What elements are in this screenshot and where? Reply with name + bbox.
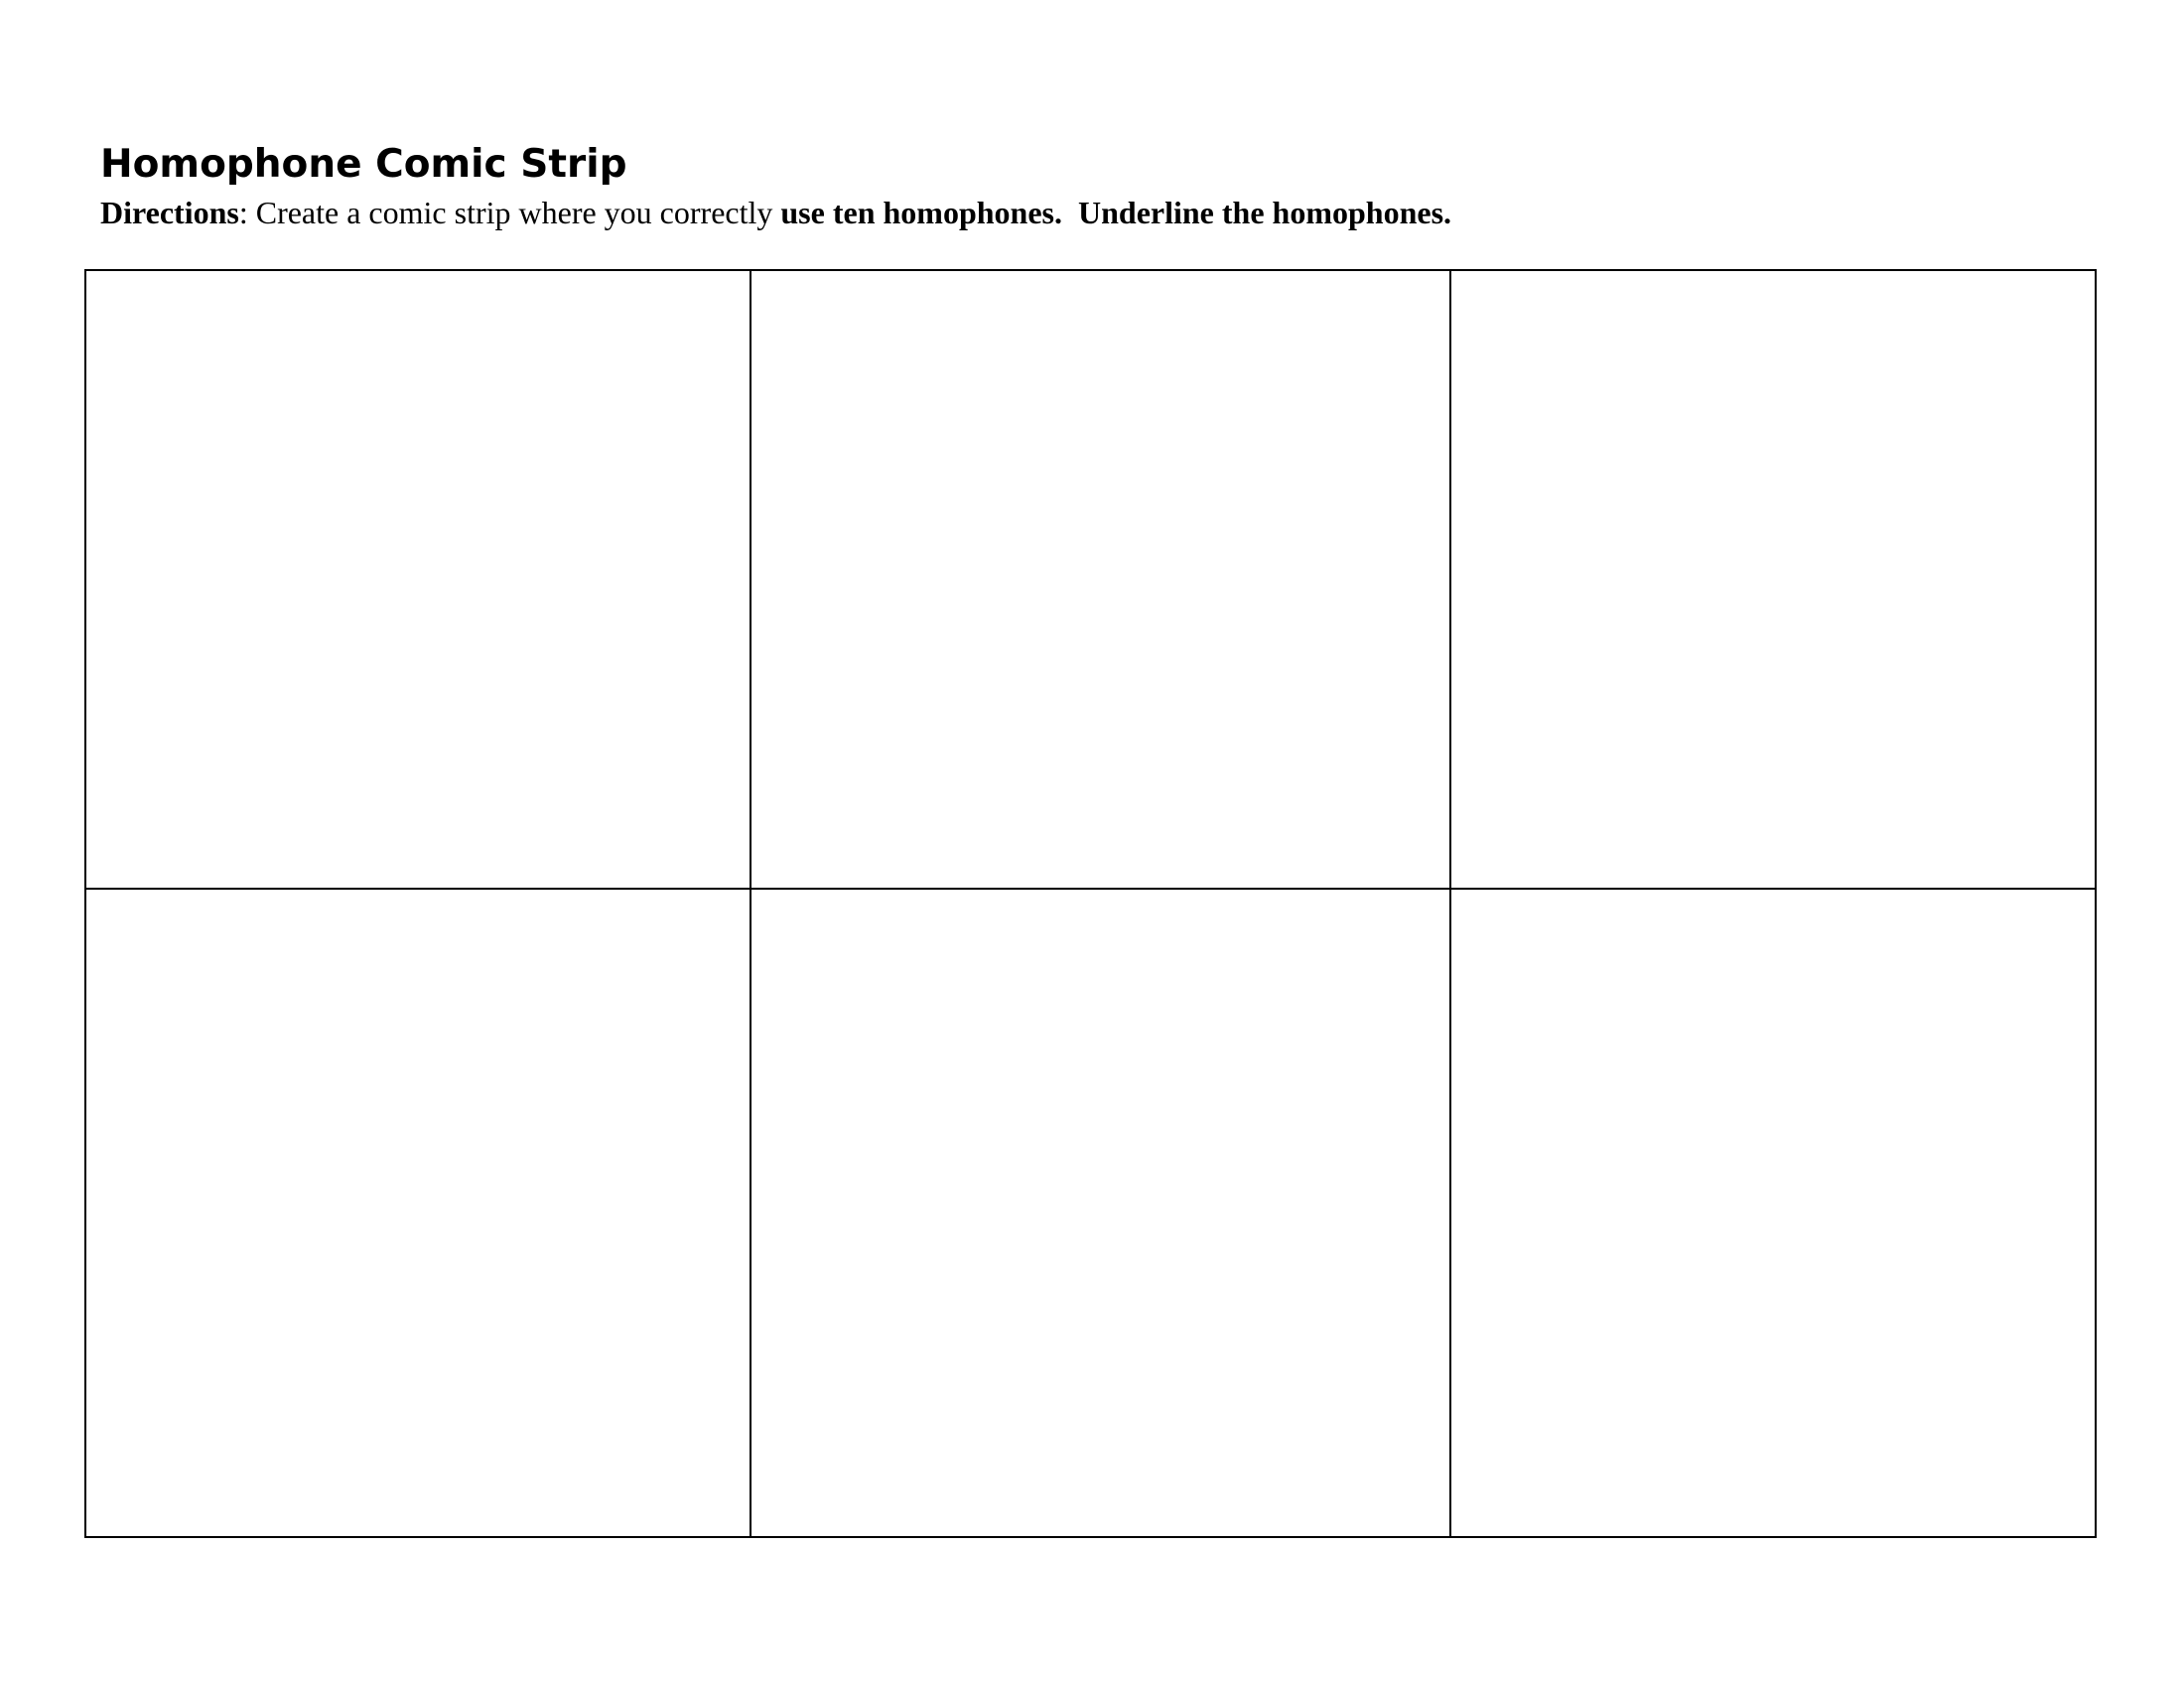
comic-panel-5[interactable] <box>751 890 1451 1536</box>
comic-panel-6[interactable] <box>1451 890 2095 1536</box>
comic-panel-1[interactable] <box>86 271 751 890</box>
directions-label: Directions <box>100 195 239 230</box>
comic-panel-2[interactable] <box>751 271 1451 890</box>
directions-separator: : <box>238 195 256 230</box>
comic-panel-4[interactable] <box>86 890 751 1536</box>
directions-emphasis-underline: Underline the homophones. <box>1077 195 1452 230</box>
page-title: Homophone Comic Strip <box>100 142 627 187</box>
directions-spacer <box>1062 195 1078 230</box>
directions-body: Create a comic strip where you correctly <box>255 195 781 230</box>
directions-emphasis-homophones: use ten homophones. <box>780 195 1062 230</box>
comic-strip-grid <box>84 269 2097 1538</box>
comic-panel-3[interactable] <box>1451 271 2095 890</box>
directions-text <box>100 193 1451 232</box>
